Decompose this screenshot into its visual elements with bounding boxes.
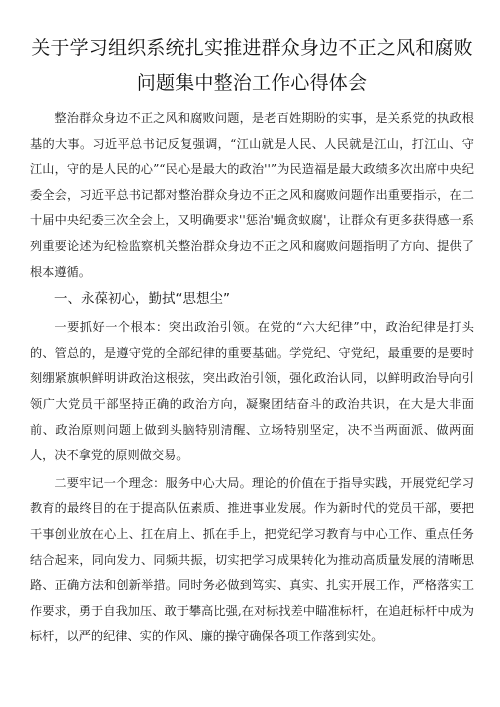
body-paragraph: 一要抓好一个根本：突出政治引领。在党的“六大纪律”中，政治纪律是打头的、管总的，是遵守党的全部纪律的重要基础。学党纪、守党纪，最重要的是要时刻绷紧旗帜鲜明讲政治这根弦，突出政治引领，强化政治认同，以鲜明政治导向引领广大党员干部坚持正确的政治方向，凝聚团结奋斗的政治共识，在大是大非面前、政治原则问题上做到头脑特别清醒、立场特别坚定，决不当两面派、做两面人，决不拿党的原则做交易。: [30, 320, 474, 463]
document-title: [30, 33, 474, 99]
body-paragraph: 二要牢记一个理念：服务中心大局。理论的价值在于指导实践，开展党纪学习教育的最终目的在于提高队伍素质、推进事业发展。作为新时代的党员干部，要把干事创业放在心上、扛在肩上、抓在手上，把党纪学习教育与中心工作、重点任务结合起来，同向发力、同频共振，切实把学习成果转化为推动高质量发展的清晰思路、正确方法和创新举措。同时务必做到笃实、真实、扎实开展工作，严格落实工作要求，勇于自我加压、敢于攀高比强,在对标找差中瞄准标杆，在追赶标杆中成为标杆，以严的纪律、实的作风、廉的操守确保各项工作落到实处。: [30, 475, 474, 644]
title-line-1: 关于学习组织系统扎实推进群众身边不正之风和腐败: [31, 37, 473, 59]
section-heading: 一、永葆初心，勤拭“思想尘”: [54, 291, 230, 308]
intro-paragraph: 整治群众身边不正之风和腐败问题，是老百姓期盼的实事，是关系党的执政根基的大事。习近平总书记反复强调，“江山就是人民、人民就是江山，打江山、守江山，守的是人民的心”“民心是最大的政治''”为民造福是最大政绩多次出席中央纪委全会，习近平总书记都对整治群众身边不正之风和腐败问题作出重要指示，在二十届中央纪委三次全会上，又明确要求''惩治'蝇贪蚁腐'，让群众有更多获得感一系列重要论述为纪检监察机关整治群众身边不正之风和腐败问题指明了方向、提供了根本遵循。: [30, 111, 474, 279]
title-line-2: 问题集中整治工作心得体会: [136, 72, 368, 94]
